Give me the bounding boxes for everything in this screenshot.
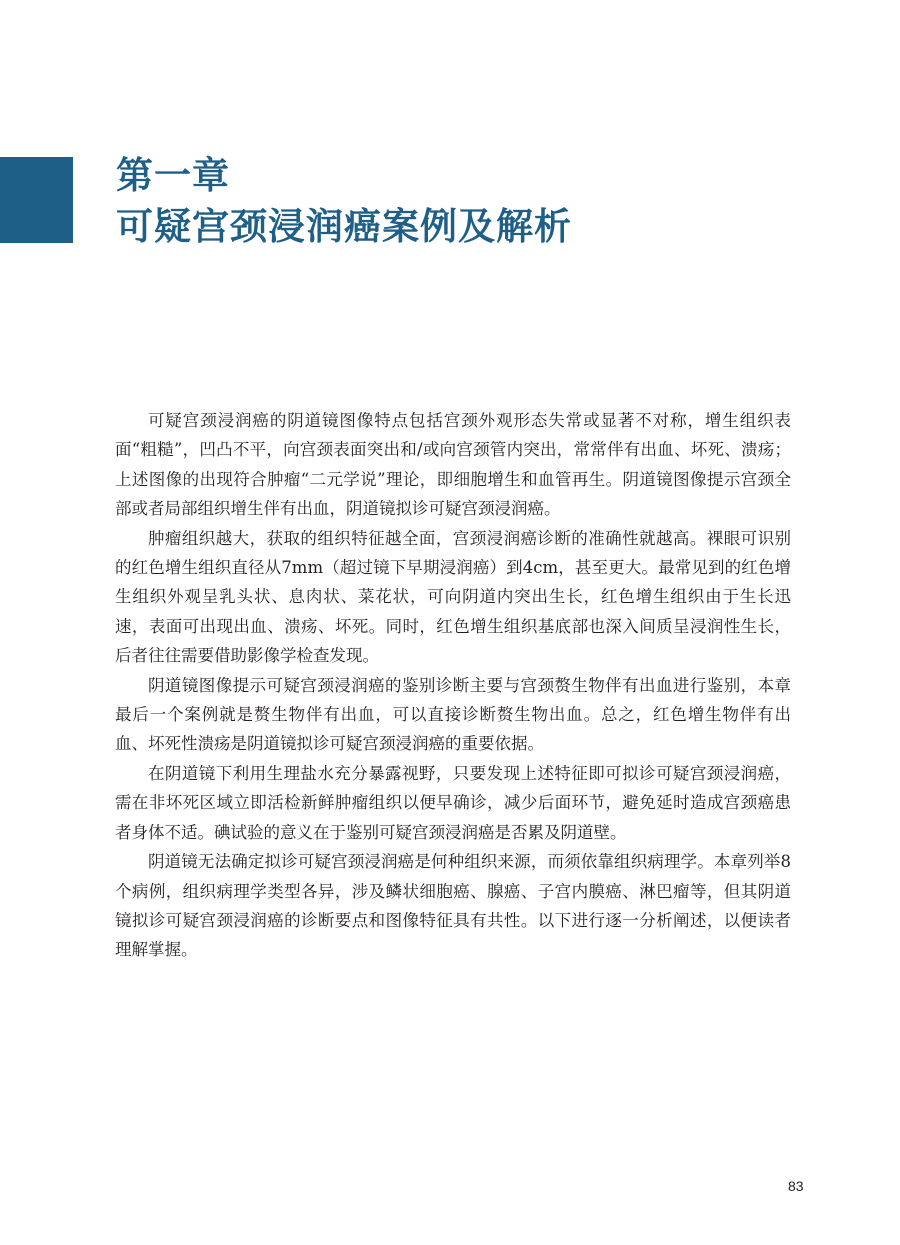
page-number: 83 xyxy=(788,1178,804,1194)
chapter-accent-bar xyxy=(0,157,73,243)
paragraph-4: 在阴道镜下利用生理盐水充分暴露视野，只要发现上述特征即可拟诊可疑宫颈浸润癌，需在非坏死区域立即活检新鲜肿瘤组织以便早确诊，减少后面环节，避免延时造成宫颈癌患者身体不适。碘试验的意义在于鉴别可疑宫颈浸润癌是否累及阴道壁。 xyxy=(115,763,791,842)
paragraph-3: 阴道镜图像提示可疑宫颈浸润癌的鉴别诊断主要与宫颈赘生物伴有出血进行鉴别，本章最后一个案例就是赘生物伴有出血，可以直接诊断赘生物出血。总之，红色增生物伴有出血、坏死性溃疡是阴道镜拟诊可疑宫颈浸润癌的重要依据。 xyxy=(115,675,791,754)
chapter-heading xyxy=(116,150,572,252)
paragraph-1: 可疑宫颈浸润癌的阴道镜图像特点包括宫颈外观形态失常或显著不对称，增生组织表面“粗糙”，凹凸不平，向宫颈表面突出和/或向宫颈管内突出，常常伴有出血、坏死、溃疡；上述图像的出现符合肿瘤“二元学说”理论，即细胞增生和血管再生。阴道镜图像提示宫颈全部或者局部组织增生伴有出血，阴道镜拟诊可疑宫颈浸润癌。 xyxy=(115,411,791,519)
paragraph-2: 肿瘤组织越大，获取的组织特征越全面，宫颈浸润癌诊断的准确性就越高。裸眼可识别的红色增生组织直径从7mm（超过镜下早期浸润癌）到4cm，甚至更大。最常见到的红色增生组织外观呈乳头状、息肉状、菜花状，可向阴道内突出生长，红色增生组织由于生长迅速，表面可出现出血、溃疡、坏死。同时，红色增生组织基底部也深入间质呈浸润性生长，后者往往需要借助影像学检查发现。 xyxy=(115,528,791,666)
chapter-number: 第一章 xyxy=(116,154,230,197)
body-text xyxy=(115,406,791,965)
chapter-title: 可疑宫颈浸润癌案例及解析 xyxy=(116,205,572,248)
paragraph-5: 阴道镜无法确定拟诊可疑宫颈浸润癌是何种组织来源，而须依靠组织病理学。本章列举8个病例，组织病理学类型各异，涉及鳞状细胞癌、腺癌、子宫内膜癌、淋巴瘤等，但其阴道镜拟诊可疑宫颈浸润癌的诊断要点和图像特征具有共性。以下进行逐一分析阐述，以便读者理解掌握。 xyxy=(115,852,791,960)
